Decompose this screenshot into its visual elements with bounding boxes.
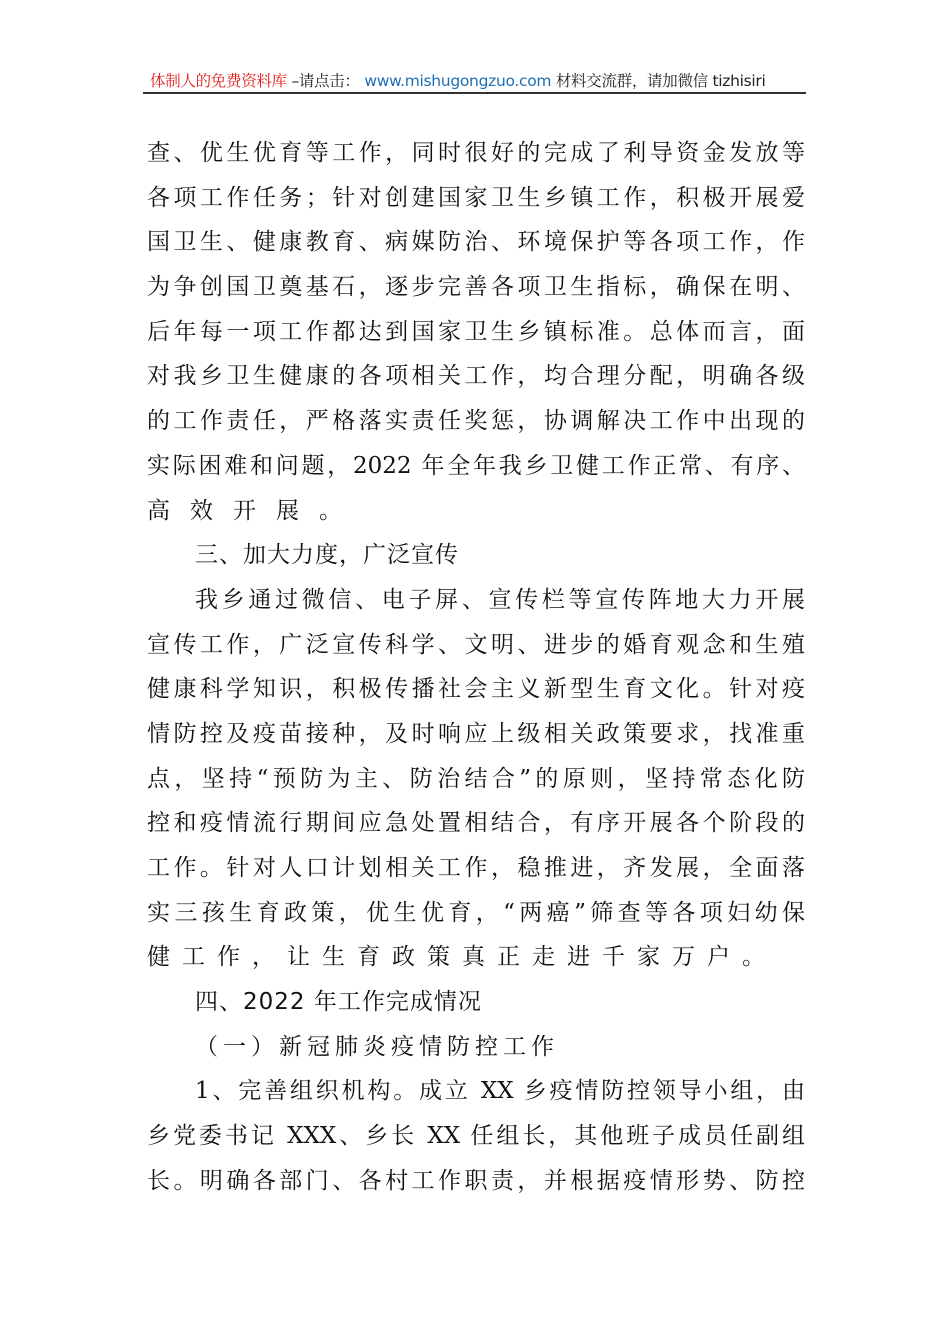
text-line: 实三孩生育政策，优生优育，“两癌”筛查等各项妇幼保	[147, 899, 805, 926]
section-heading-4: 四、2022 年工作完成情况	[195, 989, 482, 1016]
text-line: 高效开展。	[147, 497, 362, 524]
text-line: 长。明确各部门、各村工作职责，并根据疫情形势、防控	[147, 1167, 805, 1194]
header-prompt: –请点击：	[291, 72, 360, 90]
text-line: 宣传工作，广泛宣传科学、文明、进步的婚育观念和生殖	[147, 631, 805, 658]
text-line: 对我乡卫生健康的各项相关工作，均合理分配，明确各级	[147, 363, 805, 390]
header-link[interactable]: www.mishugongzuo.com	[364, 72, 552, 90]
text-line: 健工作，让生育政策真正走进千家万户。	[147, 944, 777, 971]
page-header	[150, 69, 805, 91]
header-divider	[143, 92, 806, 94]
section-heading-3: 三、加大力度，广泛宣传	[195, 542, 459, 569]
paragraph-1	[147, 131, 805, 533]
text-line: 实际困难和问题，2022 年全年我乡卫健工作正常、有序、	[147, 452, 805, 479]
text-line: 查、优生优育等工作，同时很好的完成了利导资金发放等	[147, 140, 805, 166]
text-line: 的工作责任，严格落实责任奖惩，协调解决工作中出现的	[147, 408, 805, 435]
text-line: 乡党委书记 XXX、乡长 XX 任组长，其他班子成员任副组	[147, 1123, 805, 1150]
text-line: 健康科学知识，积极传播社会主义新型生育文化。针对疫	[147, 676, 805, 703]
text-line: 后年每一项工作都达到国家卫生乡镇标准。总体而言，面	[147, 318, 805, 345]
text-line: 我乡通过微信、电子屏、宣传栏等宣传阵地大力开展	[195, 586, 805, 613]
header-brand: 体制人的免费资料库	[150, 72, 287, 90]
document-body	[147, 131, 805, 1204]
text-line: 国卫生、健康教育、病媒防治、环境保护等各项工作，作	[147, 229, 805, 256]
text-line: 为争创国卫奠基石，逐步完善各项卫生指标，确保在明、	[147, 274, 805, 301]
text-line: 工作。针对人口计划相关工作，稳推进，齐发展，全面落	[147, 855, 805, 881]
paragraph-3	[147, 1069, 805, 1203]
header-contact: 材料交流群，请加微信 tizhisiri	[555, 72, 766, 90]
subsection-heading-1: （一）新冠肺炎疫情防控工作	[195, 1033, 559, 1060]
text-line: 1、完善组织机构。成立 XX 乡疫情防控领导小组，由	[195, 1078, 805, 1105]
text-line: 情防控及疫苗接种，及时响应上级相关政策要求，找准重	[147, 720, 805, 747]
text-line: 点，坚持“预防为主、防治结合”的原则，坚持常态化防	[147, 765, 805, 792]
text-line: 控和疫情流行期间应急处置相结合，有序开展各个阶段的	[147, 810, 805, 837]
paragraph-2	[147, 578, 805, 980]
text-line: 各项工作任务；针对创建国家卫生乡镇工作，积极开展爱	[147, 184, 805, 211]
